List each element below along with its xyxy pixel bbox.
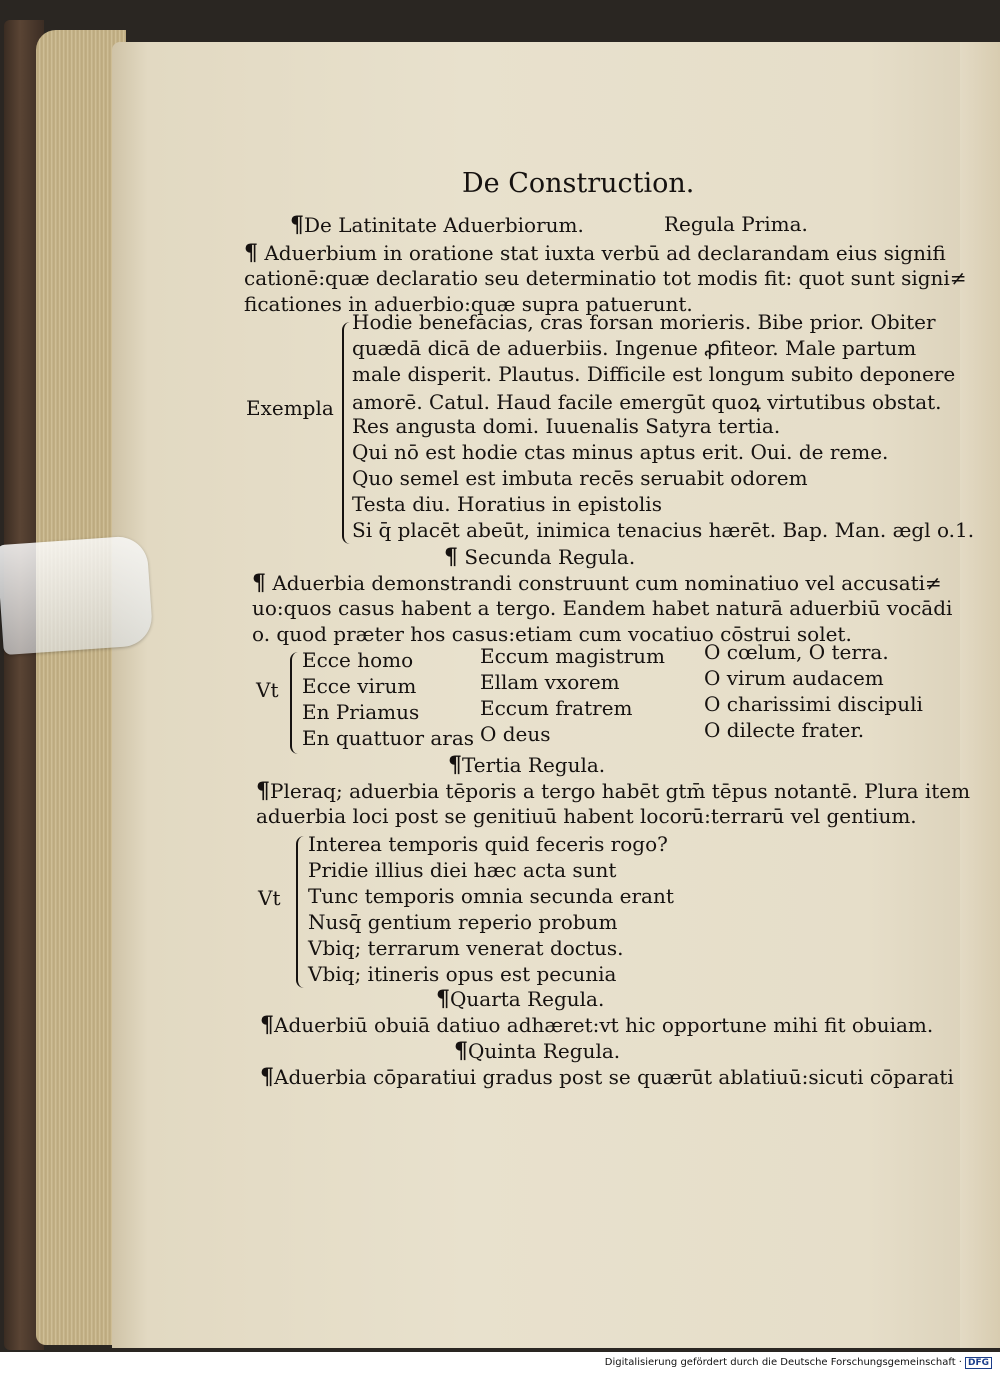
regula2-col2: Eccum fratrem <box>480 696 633 720</box>
pilcrow-icon: ¶ <box>260 1012 274 1038</box>
example-line: amorē. Catul. Haud facile emergūt quoꝝ virtutibus obstat. <box>352 390 942 414</box>
intro-line-1: ¶ Aduerbium in oratione stat iuxta verbū ad declarandam eius signifi <box>244 240 946 266</box>
example-line: Qui nō est hodie ctas minus aptus erit. Oui. de reme. <box>352 440 889 464</box>
regula2-heading: ¶ Secunda Regula. <box>444 544 636 570</box>
example-line: Hodie benefacias, cras forsan morieris. Bibe prior. Obiter <box>352 310 936 334</box>
regula2-line-3: o. quod præter hos casus:etiam cum vocatiuo cōstrui solet. <box>252 622 852 646</box>
vt-label-2: Vt <box>258 886 281 910</box>
heading-left: ¶De Latinitate Aduerbiorum. <box>290 212 584 238</box>
regula3-example: Tunc temporis omnia secunda erant <box>308 884 674 908</box>
pilcrow-icon: ¶ <box>252 570 266 596</box>
pilcrow-icon: ¶ <box>444 544 458 570</box>
regula3-line-1: ¶Pleraq; aduerbia tēporis a tergo habēt gtm̄ tēpus notantē. Plura item <box>256 778 971 804</box>
regula5-heading: ¶Quinta Regula. <box>454 1038 621 1064</box>
pilcrow-icon: ¶ <box>256 778 270 804</box>
regula3-heading: ¶Tertia Regula. <box>448 752 606 778</box>
regula2-col3: O virum audacem <box>704 666 884 690</box>
regula3-example: Vbiq; itineris opus est pecunia <box>308 962 617 986</box>
regula3-example: Nusq̄ gentium reperio probum <box>308 910 618 934</box>
vt-label: Vt <box>256 678 279 702</box>
regula3-example: Interea temporis quid feceris rogo? <box>308 832 668 856</box>
regula2-col3: O charissimi discipuli <box>704 692 923 716</box>
regula2-col1: En quattuor aras <box>302 726 475 750</box>
pilcrow-icon: ¶ <box>448 752 462 778</box>
example-line: quædā dicā de aduerbiis. Ingenue ꝓfiteor. Male partum <box>352 336 917 360</box>
intro-line-2: cationē:quæ declaratio seu determinatio tot modis fit: quot sunt signi≠ <box>244 266 967 290</box>
regula3-example: Pridie illius diei hæc acta sunt <box>308 858 617 882</box>
digitization-credit: Digitalisierung gefördert durch die Deutsche Forschungsgemeinschaft · DFG <box>605 1357 992 1369</box>
pilcrow-icon: ¶ <box>244 240 258 266</box>
heading-right: Regula Prima. <box>664 212 808 236</box>
regula2-col1: En Priamus <box>302 700 420 724</box>
example-line: Si q̄ placēt abeūt, inimica tenacius hærēt. Bap. Man. ægl o.1. <box>352 518 975 542</box>
example-line: Quo semel est imbuta recēs seruabit odorem <box>352 466 808 490</box>
intro-line-3: ficationes in aduerbio:quæ supra patuerunt. <box>244 292 693 316</box>
regula4-heading: ¶Quarta Regula. <box>436 986 605 1012</box>
regula2-col3: O dilecte frater. <box>704 718 865 742</box>
bookmark-slip <box>0 535 154 655</box>
regula2-line-2: uo:quos casus habent a tergo. Eandem habet naturā aduerbiū vocādi <box>252 596 953 620</box>
regula5-text: ¶Aduerbia cōparatiui gradus post se quærūt ablatiuū:sicuti cōparati <box>260 1064 954 1090</box>
example-line: Testa diu. Horatius in epistolis <box>352 492 662 516</box>
regula3-line-2: aduerbia loci post se genitiuū habent locorū:terrarū vel gentium. <box>256 804 917 828</box>
example-line: male disperit. Plautus. Difficile est longum subito deponere <box>352 362 956 386</box>
regula4-text: ¶Aduerbiū obuiā datiuo adhæret:vt hic opportune mihi fit obuiam. <box>260 1012 934 1038</box>
vt-brace-1 <box>290 652 302 754</box>
page-gutter <box>960 42 1000 1348</box>
dfg-logo: DFG <box>965 1357 992 1369</box>
regula2-col1: Ecce homo <box>302 648 414 672</box>
vt-brace-2 <box>296 836 308 988</box>
regula2-col2: O deus <box>480 722 551 746</box>
regula2-col2: Ellam vxorem <box>480 670 620 694</box>
regula2-col2: Eccum magistrum <box>480 644 665 668</box>
exempla-label: Exempla <box>246 396 334 420</box>
pilcrow-icon: ¶ <box>260 1064 274 1090</box>
running-title: De Construction. <box>462 168 695 199</box>
regula2-col1: Ecce virum <box>302 674 417 698</box>
regula2-line-1: ¶ Aduerbia demonstrandi construunt cum nominatiuo vel accusati≠ <box>252 570 942 596</box>
regula3-example: Vbiq; terrarum venerat doctus. <box>308 936 624 960</box>
regula2-col3: O cœlum, O terra. <box>704 640 889 664</box>
example-line: Res angusta domi. Iuuenalis Satyra tertia. <box>352 414 781 438</box>
pilcrow-icon: ¶ <box>454 1038 468 1064</box>
pilcrow-icon: ¶ <box>436 986 450 1012</box>
pilcrow-icon: ¶ <box>290 212 304 238</box>
